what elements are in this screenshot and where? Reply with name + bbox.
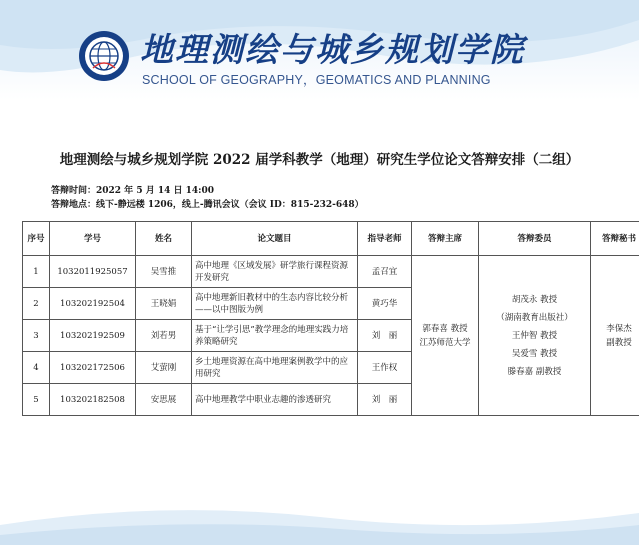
secretary-cell (591, 256, 639, 416)
defense-location: 答辩地点：线下-静远楼 1206，线上-腾讯会议（会议 ID：815-232-648） (51, 200, 364, 210)
row-name: 刘若男 (136, 320, 192, 352)
committee-member: 吴爱雪 教授 (511, 348, 558, 359)
chair-affiliation: 江苏师范大学 (419, 337, 471, 348)
row-name: 艾萤刚 (136, 352, 192, 384)
row-advisor: 黄巧华 (358, 288, 412, 320)
table-row (23, 256, 639, 288)
table-header-row (23, 222, 639, 256)
row-student-id: 1032011925057 (50, 256, 136, 288)
school-logo-icon (78, 30, 130, 82)
row-student-id: 103202172506 (50, 352, 136, 384)
row-name: 王晓娟 (136, 288, 192, 320)
committee-cell (479, 256, 591, 416)
header-advisor: 指导老师 (358, 222, 412, 256)
committee-member: 胡茂永 教授 (511, 294, 558, 305)
row-no: 2 (23, 288, 50, 320)
header-banner (0, 0, 639, 100)
header-student-id: 学号 (50, 222, 136, 256)
row-student-id: 103202182508 (50, 384, 136, 416)
row-name: 吴雪推 (136, 256, 192, 288)
row-topic: 高中地理新旧教材中的生态内容比较分析——以中图版为例 (192, 288, 358, 320)
secretary-name: 李保杰 (606, 323, 632, 334)
row-advisor: 刘 丽 (358, 384, 412, 416)
school-name-cn: 地理测绘与城乡规划学院 (140, 30, 525, 69)
footer-wave-graphic (0, 495, 639, 545)
committee-member: 滕春嘉 副教授 (507, 366, 562, 377)
row-advisor: 王作权 (358, 352, 412, 384)
header-name: 姓名 (136, 222, 192, 256)
chair-cell (412, 256, 479, 416)
row-student-id: 103202192504 (50, 288, 136, 320)
row-no: 1 (23, 256, 50, 288)
row-no: 5 (23, 384, 50, 416)
header-secretary: 答辩秘书 (591, 222, 639, 256)
committee-member-affiliation: （湖南教育出版社） (496, 312, 573, 323)
row-no: 4 (23, 352, 50, 384)
row-no: 3 (23, 320, 50, 352)
chair-name: 郭春喜 教授 (422, 323, 468, 334)
header-topic: 论文题目 (192, 222, 358, 256)
school-name-en: SCHOOL OF GEOGRAPHY，GEOMATICS AND PLANNING (142, 73, 491, 87)
row-topic: 高中地理教学中职业志趣的渗透研究 (192, 384, 358, 416)
row-topic: 高中地理《区域发展》研学旅行课程资源开发研究 (192, 256, 358, 288)
row-student-id: 103202192509 (50, 320, 136, 352)
header-chair: 答辩主席 (412, 222, 479, 256)
row-topic: 乡土地理资源在高中地理案例教学中的应用研究 (192, 352, 358, 384)
committee-member: 王仲智 教授 (511, 330, 558, 341)
row-topic: 基于“让学引思”教学理念的地理实践力培养策略研究 (192, 320, 358, 352)
header-no: 序号 (23, 222, 50, 256)
row-advisor: 孟召宜 (358, 256, 412, 288)
schedule-table (22, 221, 639, 416)
row-name: 安思展 (136, 384, 192, 416)
row-advisor: 刘 丽 (358, 320, 412, 352)
page-title: 地理测绘与城乡规划学院 2022 届学科教学（地理）研究生学位论文答辩安排（二组） (59, 152, 580, 168)
secretary-title: 副教授 (606, 337, 632, 348)
defense-time: 答辩时间：2022 年 5 月 14 日 14:00 (51, 186, 215, 196)
header-committee: 答辩委员 (479, 222, 591, 256)
